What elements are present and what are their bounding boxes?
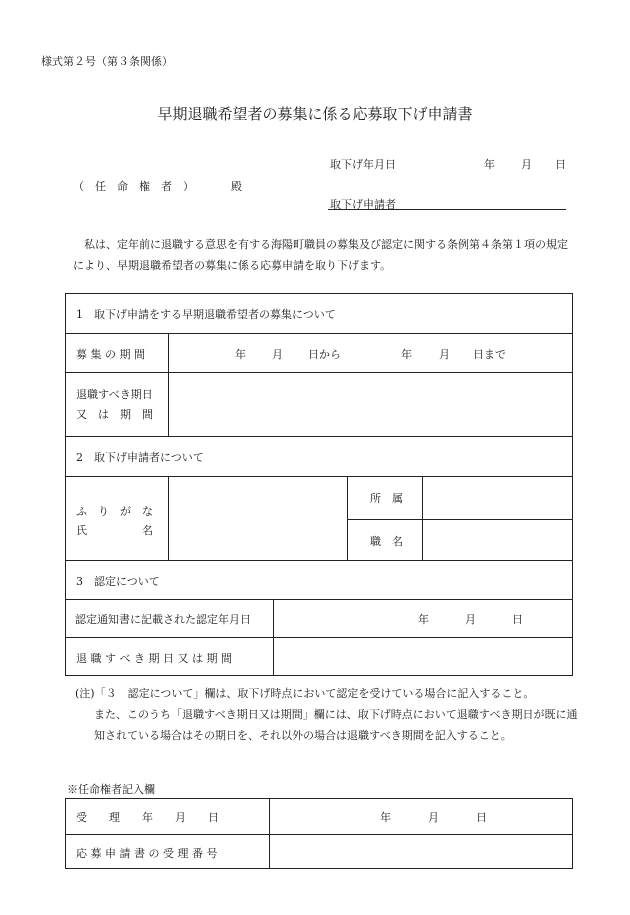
note-line-2: また、このうち「退職すべき期日又は期間」欄には、取下げ時点において退職すべき期日が既に通知されている場合はその期日を、それ以外の場合は退職すべき期間を記入すること。	[94, 708, 578, 742]
form-number: 様式第２号（第３条関係）	[41, 55, 173, 68]
position-field[interactable]	[424, 521, 571, 559]
withdrawal-date-year[interactable]: 年	[484, 158, 495, 171]
appointer-placeholder: （ 任 命 権 者 ）	[73, 180, 194, 193]
table-rule	[65, 834, 573, 835]
furigana-label: ふ り が な	[76, 505, 153, 518]
recruit-to-year[interactable]: 年	[401, 348, 412, 361]
table-rule	[65, 560, 573, 561]
withdrawal-date-day[interactable]: 日	[555, 158, 566, 171]
applicant-label: 取下げ申請者	[330, 198, 396, 211]
section-2-title: 2 取下げ申請者について	[76, 451, 204, 464]
position-label: 職 名	[370, 535, 403, 548]
affiliation-field[interactable]	[424, 478, 571, 518]
table-rule	[168, 476, 169, 561]
table-rule	[168, 333, 169, 437]
table-border-right	[572, 293, 573, 676]
recruit-from-year[interactable]: 年	[235, 348, 246, 361]
table-rule	[65, 333, 573, 334]
recruit-to-month[interactable]: 月	[439, 348, 450, 361]
table-border-top	[65, 293, 573, 294]
receipt-month[interactable]: 月	[428, 811, 439, 824]
withdrawal-date-month[interactable]: 月	[521, 158, 532, 171]
authority-section-heading: ※任命権者記入欄	[67, 783, 155, 796]
table-rule	[273, 599, 274, 676]
cert-month[interactable]: 月	[465, 613, 476, 626]
retire-period-row-label: 退 職 す べ き 期 日 又 は 期 間	[76, 652, 232, 665]
cert-date-label: 認定通知書に記載された認定年月日	[75, 613, 251, 626]
cert-day[interactable]: 日	[512, 613, 523, 626]
table-rule	[347, 476, 348, 561]
receipt-number-field[interactable]	[271, 836, 571, 867]
table-border-top	[65, 798, 573, 799]
table-border-left	[65, 293, 66, 676]
recruit-from-month[interactable]: 月	[272, 348, 283, 361]
cert-year[interactable]: 年	[418, 613, 429, 626]
table-border-bottom	[65, 675, 573, 676]
table-rule	[65, 476, 573, 477]
table-rule	[422, 476, 423, 561]
note-line-1: (注)「３ 認定について」欄は、取下げ時点において認定を受けている場合に記入すること。	[75, 687, 535, 700]
retire-period-label: 又 は 期 間	[76, 408, 153, 421]
recruit-to-day[interactable]: 日まで	[473, 348, 506, 361]
name-label: 氏 名	[76, 524, 153, 537]
applicant-signature-line[interactable]	[328, 209, 566, 210]
section-1-title: 1 取下げ申請をする早期退職希望者の募集について	[76, 308, 336, 321]
recruit-period-label: 募 集 の 期 間	[76, 348, 145, 361]
receipt-year[interactable]: 年	[380, 811, 391, 824]
withdrawal-date-label: 取下げ年月日	[330, 158, 396, 171]
note	[75, 683, 580, 746]
name-field[interactable]	[170, 478, 346, 559]
table-rule	[65, 372, 573, 373]
table-rule	[269, 798, 270, 869]
document-title: 早期退職希望者の募集に係る応募取下げ申請書	[157, 105, 473, 123]
receipt-day[interactable]: 日	[476, 811, 487, 824]
declaration-text	[73, 234, 578, 276]
honorific-tono: 殿	[231, 180, 242, 193]
receipt-date-label: 受 理 年 月 日	[76, 811, 219, 824]
retire-date-label: 退職すべき期日	[76, 388, 153, 401]
declaration-paragraph: 私は、定年前に退職する意思を有する海陽町職員の募集及び認定に関する条例第４条第１項の規定により、早期退職希望者の募集に係る応募申請を取り下げます。	[73, 238, 568, 272]
table-border-right	[572, 798, 573, 869]
retire-date-field[interactable]	[170, 374, 571, 435]
table-border-bottom	[65, 868, 573, 869]
retire-period-field[interactable]	[275, 639, 571, 674]
table-rule	[65, 637, 573, 638]
affiliation-label: 所 属	[370, 492, 403, 505]
receipt-number-label: 応 募 申 請 書 の 受 理 番 号	[76, 847, 218, 860]
table-rule	[347, 519, 573, 520]
recruit-from-day[interactable]: 日から	[308, 348, 341, 361]
table-border-left	[65, 798, 66, 869]
table-rule	[65, 599, 573, 600]
section-3-title: 3 認定について	[76, 575, 160, 588]
table-rule	[65, 436, 573, 437]
